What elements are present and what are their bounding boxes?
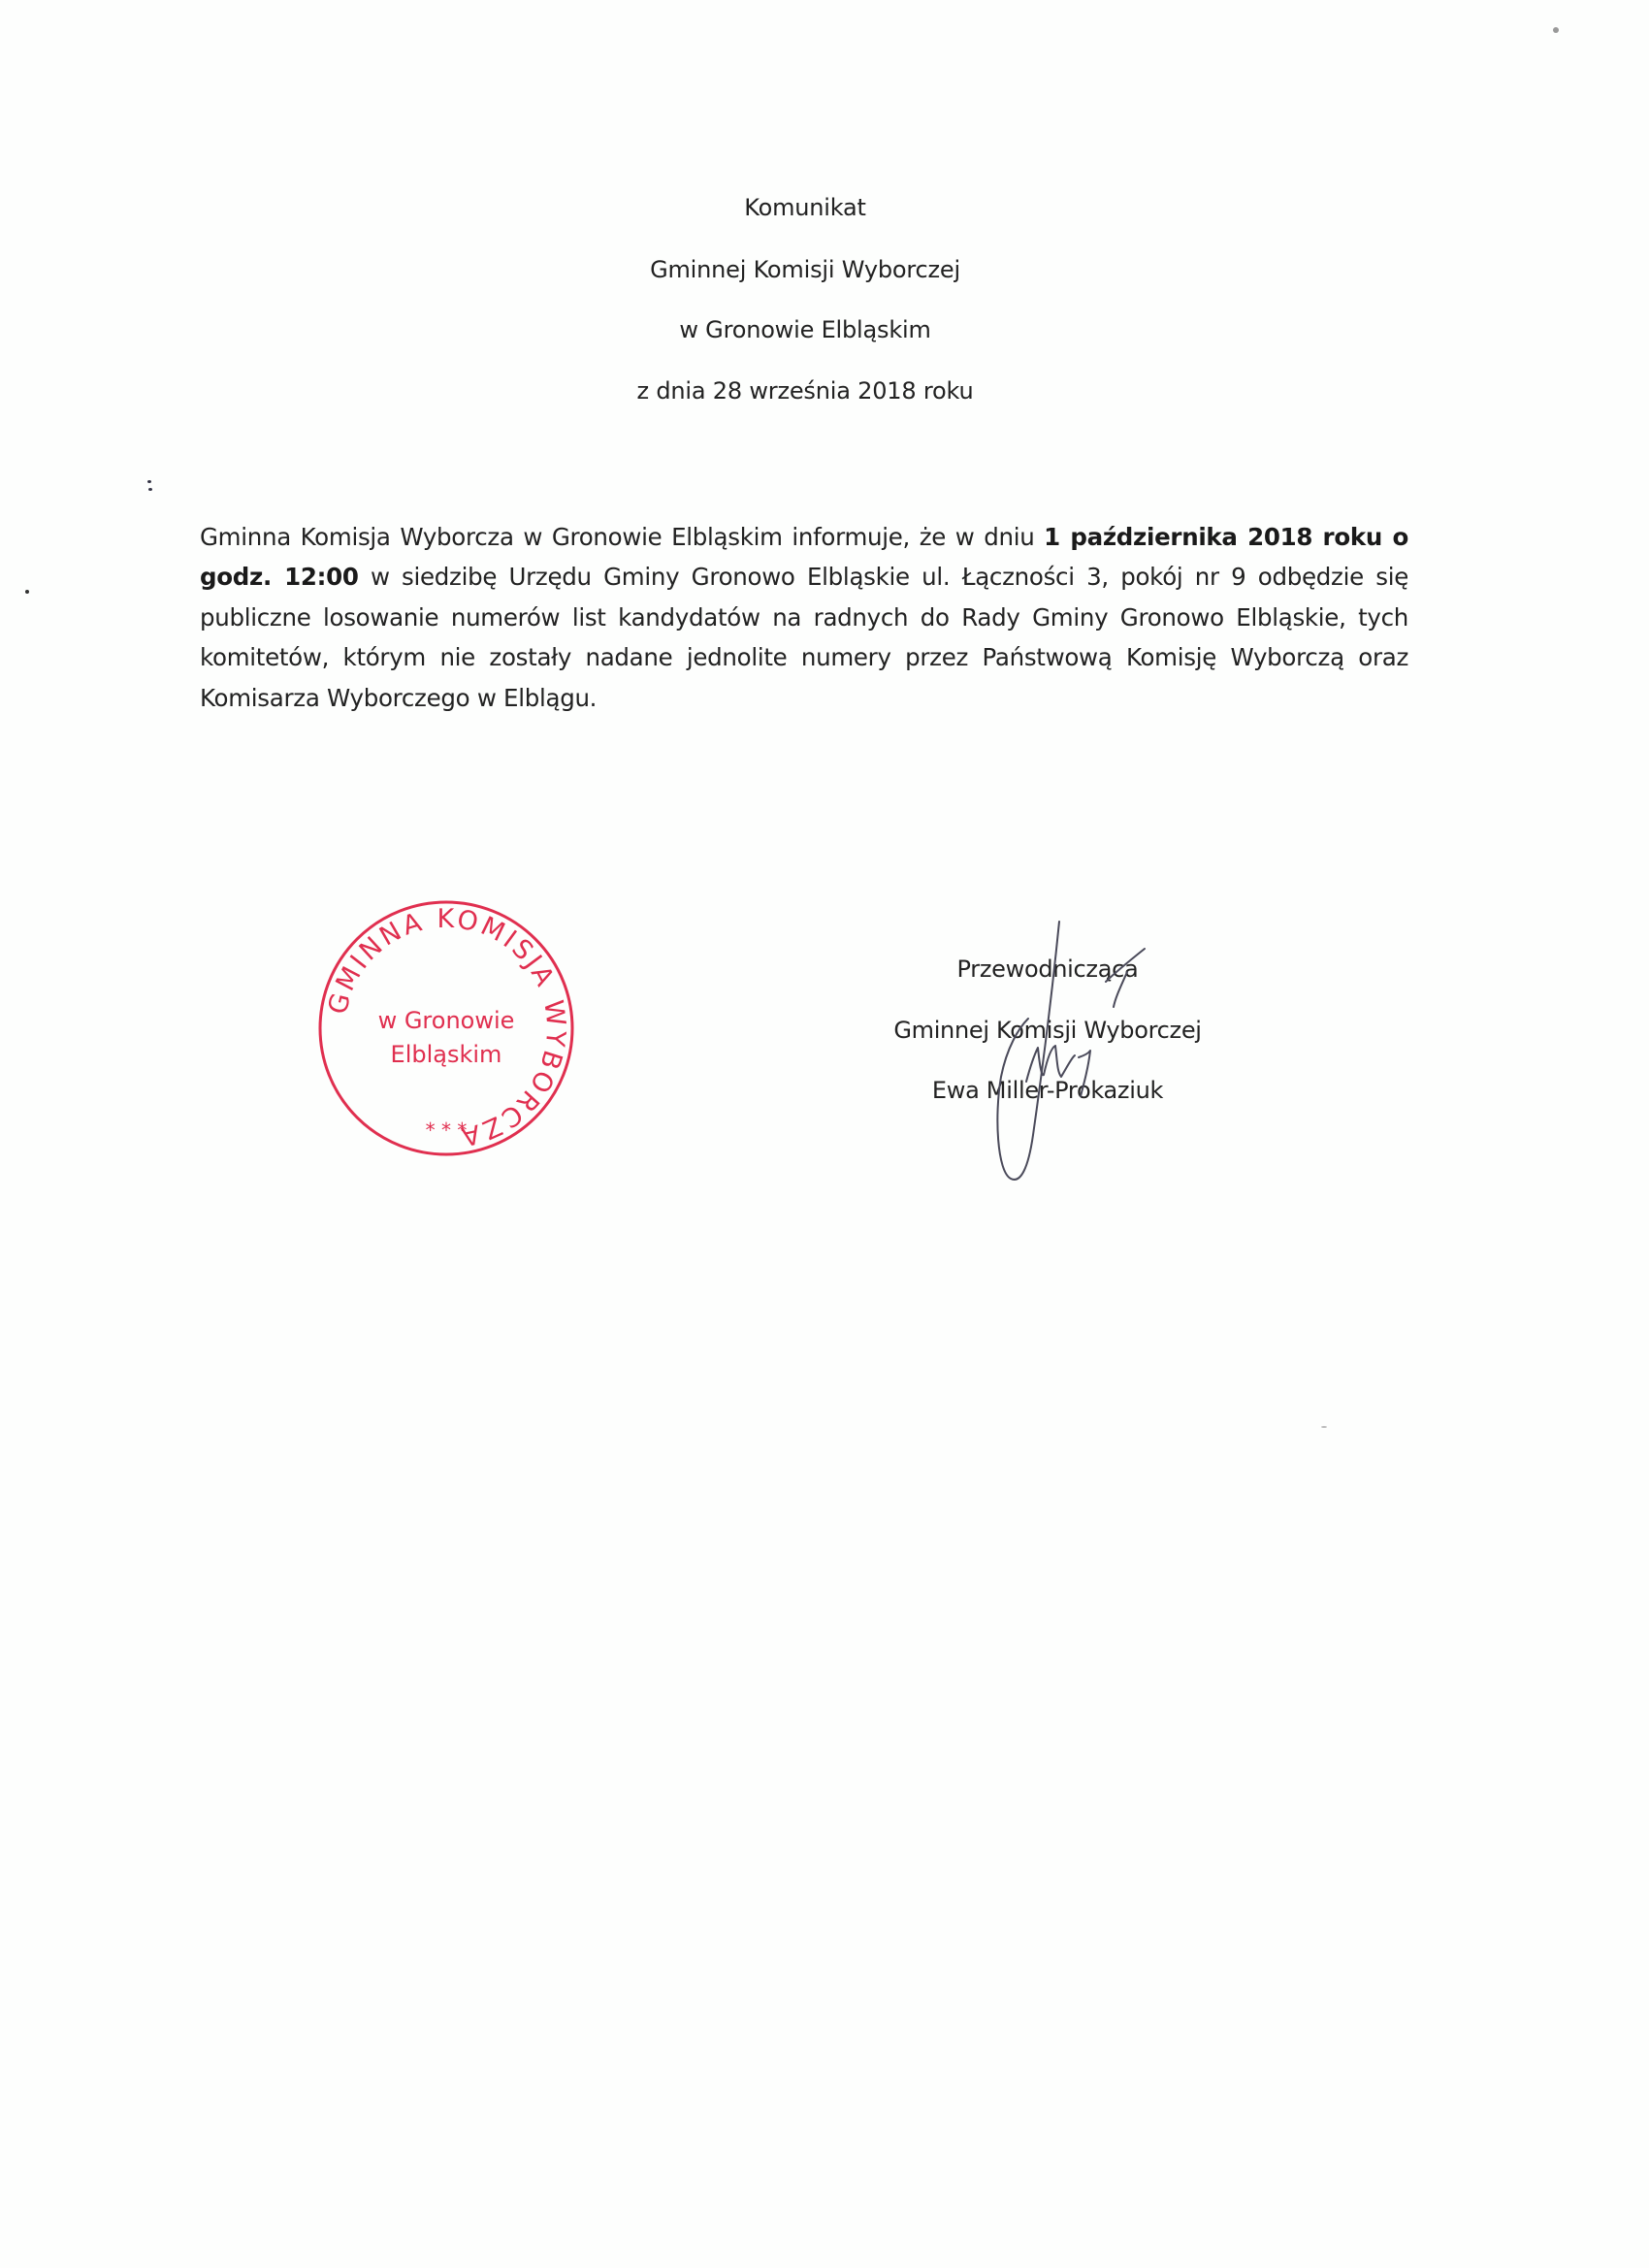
stamp-ring-text: GMINNA KOMISJA WYBORCZA (322, 903, 571, 1152)
header-location: w Gronowie Elbląskim (679, 316, 931, 343)
paragraph-text-2: w siedzibę Urzędu Gminy Gronowo Elbląskie ul. Łączności 3, pokój nr 9 odbędzie się publiczne losowanie numerów list kandydatów na radnych do Rady Gminy Gronowo Elbląskie, tych komitetów, którym nie zostały nadane jednolite numery przez Państwową Komisję Wyborczą oraz Komisarza Wyborczego w Elblągu. (200, 563, 1408, 712)
paragraph-date-time: 1 października 2018 roku o godz. 12:00 (200, 522, 1408, 591)
signatory-name: Ewa Miller-Prokaziuk (931, 1077, 1164, 1104)
header-committee: Gminnej Komisji Wyborczej (650, 256, 960, 283)
scan-speck (1553, 27, 1559, 33)
signatory-role: Przewodnicząca (956, 956, 1139, 983)
announcement-paragraph (200, 517, 1408, 719)
scan-speck (148, 488, 152, 491)
official-stamp (301, 883, 592, 1174)
stamp-center-line-1: w Gronowie (377, 1007, 515, 1034)
signatory-committee: Gminnej Komisji Wyborczej (893, 1017, 1202, 1044)
header-title: Komunikat (744, 194, 866, 221)
scan-speck (25, 590, 29, 594)
scan-speck (147, 480, 151, 483)
paragraph-text-1: Gminna Komisja Wyborcza w Gronowie Elbląskim informuje, że w dniu (200, 522, 1045, 551)
header-date: z dnia 28 września 2018 roku (636, 377, 974, 405)
handwritten-signature (951, 912, 1203, 1203)
stamp-stars: * * * (425, 1118, 468, 1142)
scan-speck (1321, 1426, 1327, 1428)
stamp-center-line-2: Elbląskim (390, 1041, 502, 1068)
